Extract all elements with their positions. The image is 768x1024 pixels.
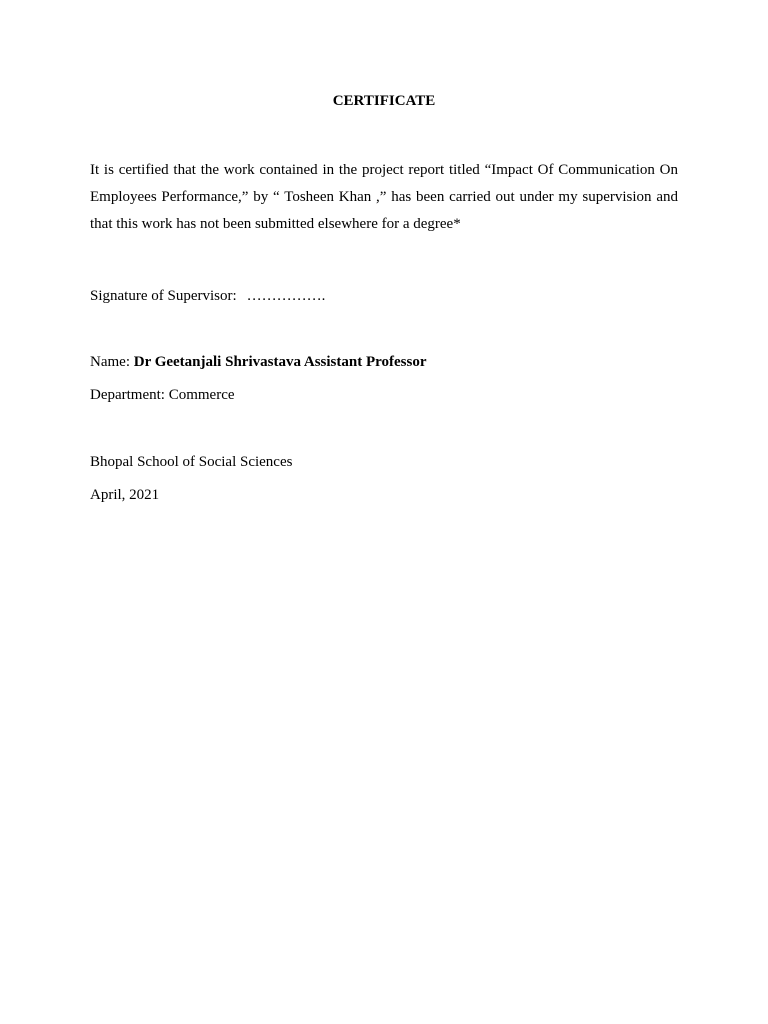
paragraph-line-2: Employees Performance,” by “ Tosheen Khan ,” has been carried out under my supervision and xyxy=(90,189,678,205)
institution-name: Bhopal School of Social Sciences xyxy=(90,454,293,470)
paragraph-line-3: that this work has not been submitted elsewhere for a degree* xyxy=(90,216,461,232)
supervisor-signature-line xyxy=(90,286,325,306)
supervisor-name: Dr Geetanjali Shrivastava Assistant Professor xyxy=(133,354,427,370)
signature-placeholder: ……………. xyxy=(246,288,326,304)
department-line: Department: Commerce xyxy=(90,387,235,403)
supervisor-name-line xyxy=(90,352,427,372)
paragraph-line-1: It is certified that the work contained in the project report titled “Impact Of Communication On xyxy=(90,162,678,178)
certification-paragraph xyxy=(90,157,678,238)
signature-label: Signature of Supervisor: xyxy=(90,288,237,304)
name-label: Name: xyxy=(90,354,130,370)
certificate-title: CERTIFICATE xyxy=(332,93,436,109)
certificate-date: April, 2021 xyxy=(90,487,160,503)
